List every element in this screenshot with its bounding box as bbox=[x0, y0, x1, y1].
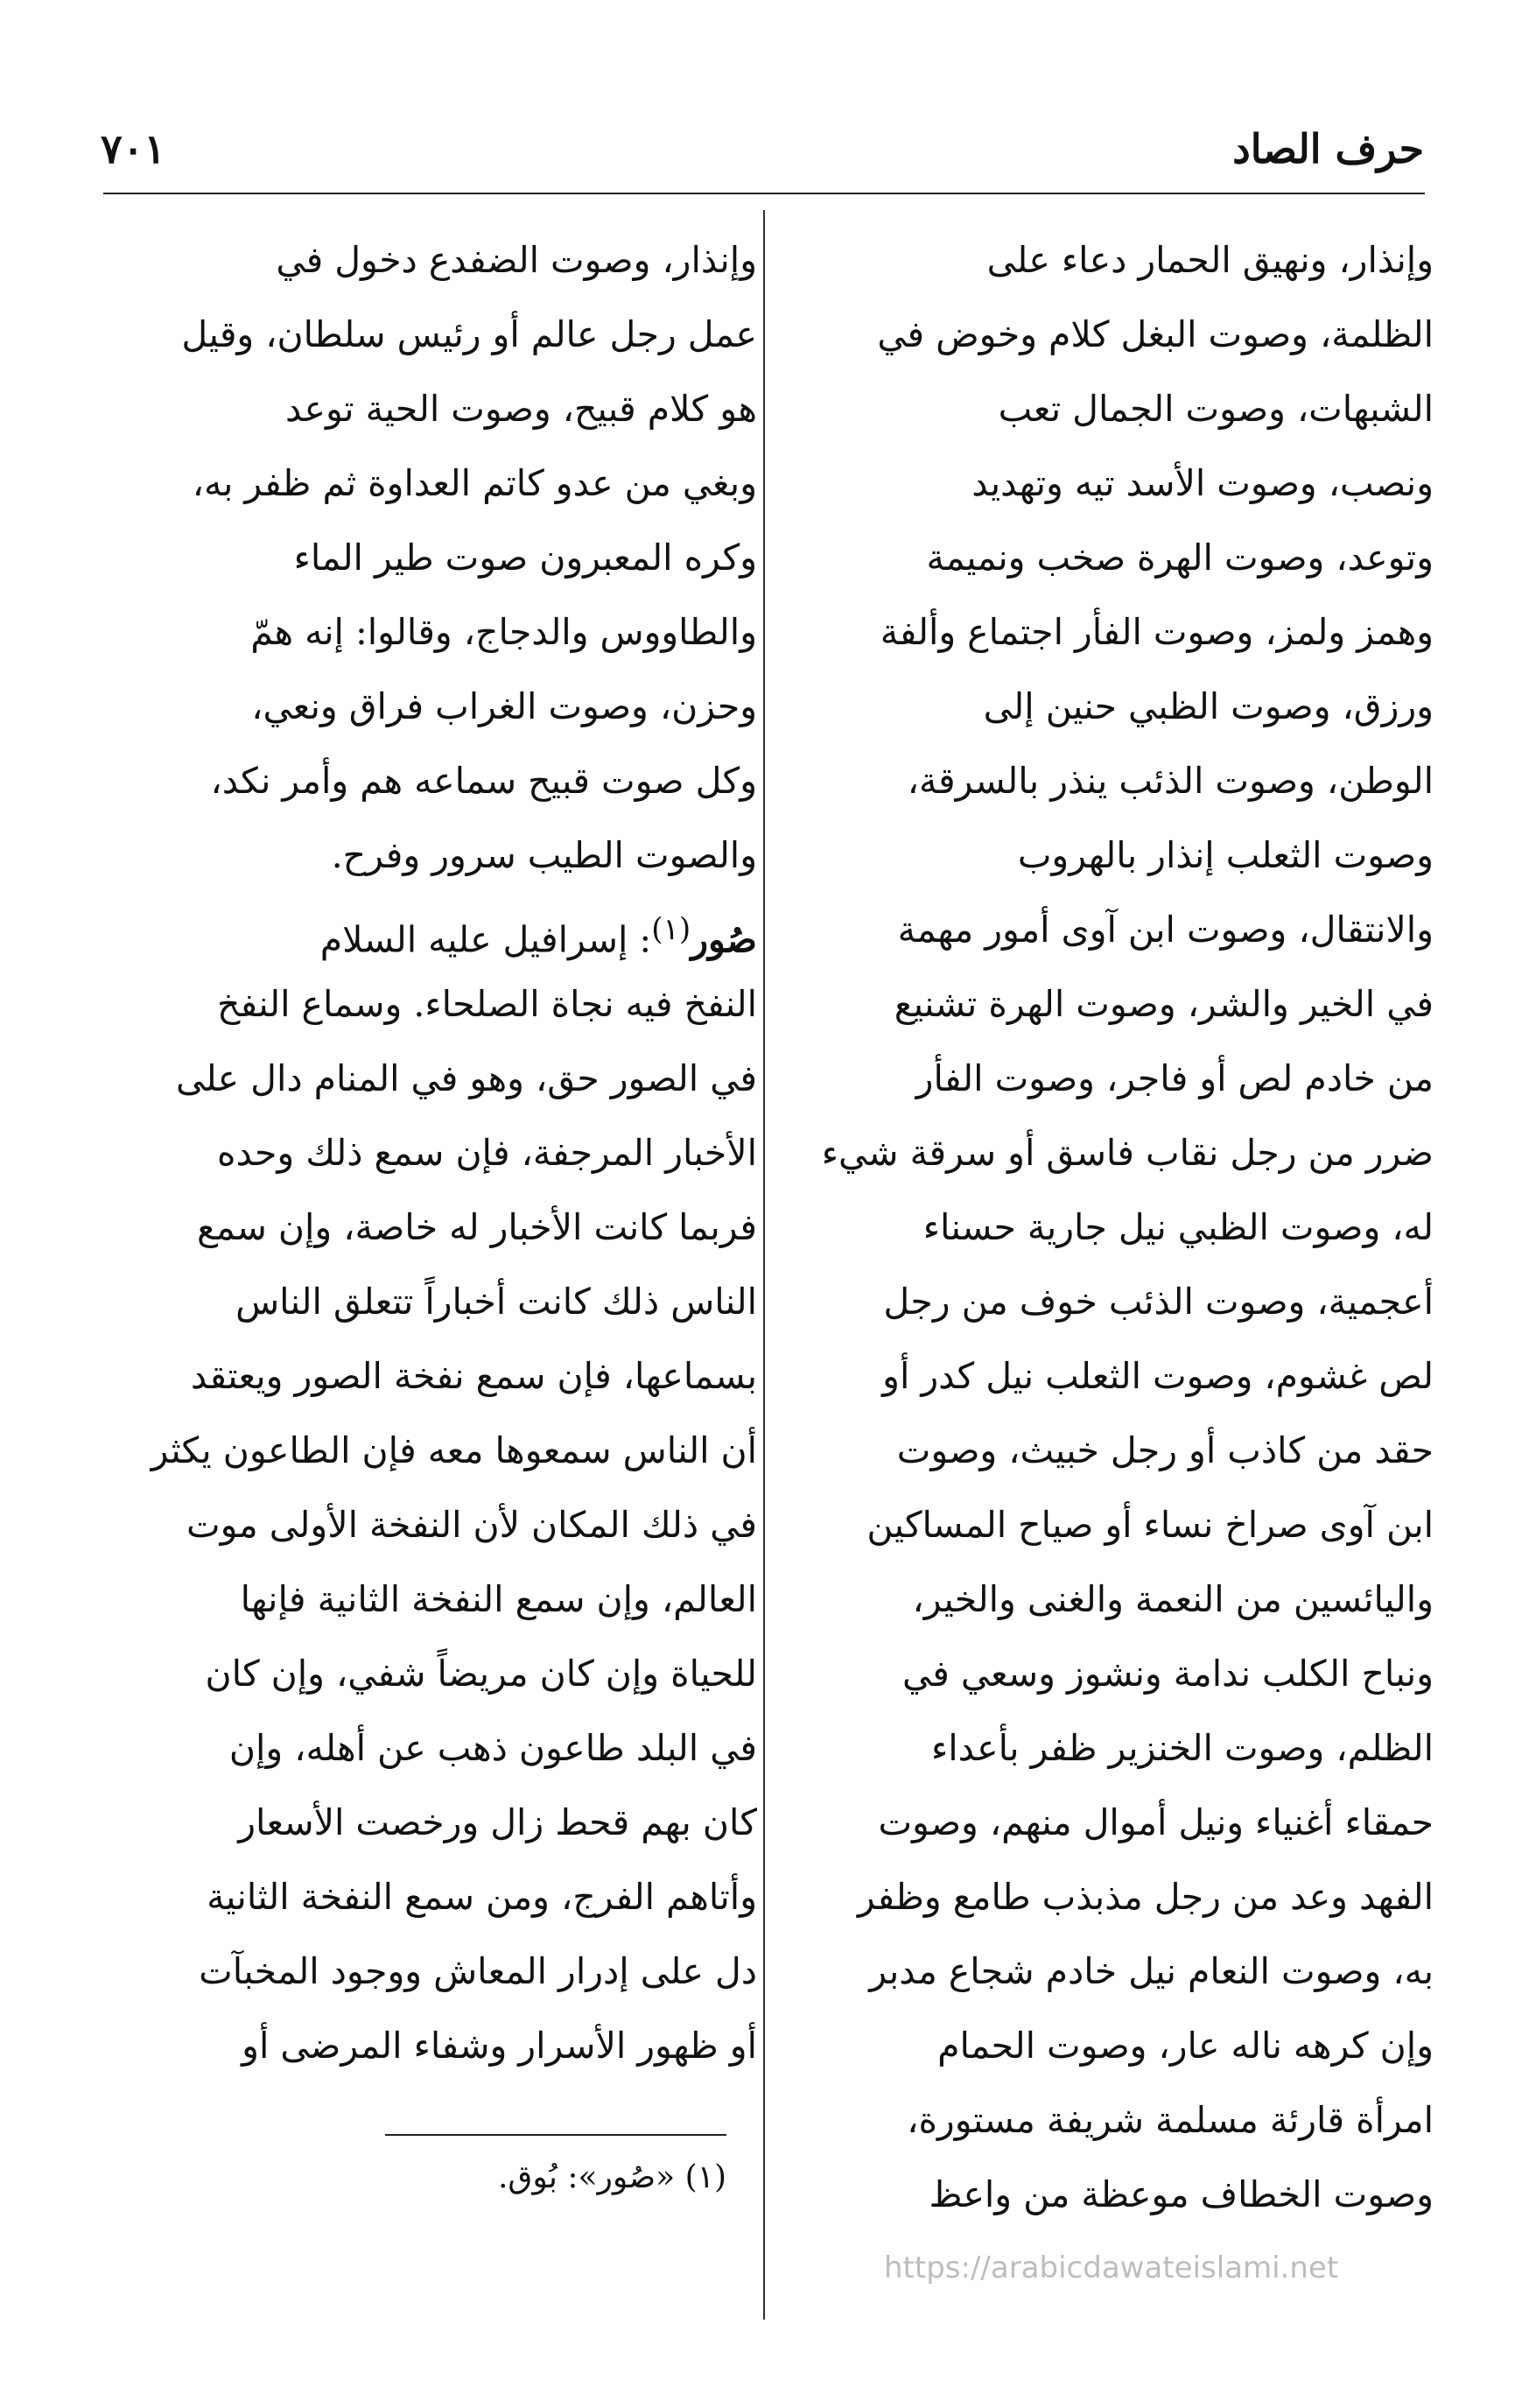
text-line: لص غشوم، وصوت الثعلب نيل كدر أو bbox=[882, 1355, 1434, 1397]
right-text-column bbox=[782, 223, 1434, 2232]
text-line: وهمز ولمز، وصوت الفأر اجتماع وألفة bbox=[880, 611, 1434, 653]
text-line: ورزق، وصوت الظبي حنين إلى bbox=[983, 685, 1434, 727]
text-line: وكل صوت قبيح سماعه هم وأمر نكد، bbox=[210, 760, 757, 802]
text-line: واليائسين من النعمة والغنى والخير، bbox=[912, 1578, 1434, 1620]
text-line: للحياة وإن كان مريضاً شفي، وإن كان bbox=[205, 1653, 757, 1695]
text-line: الأخبار المرجفة، فإن سمع ذلك وحده bbox=[217, 1132, 757, 1174]
text-line: الفهد وعد من رجل مذبذب طامع وظفر bbox=[857, 1876, 1434, 1918]
text-line: والصوت الطيب سرور وفرح. bbox=[331, 834, 757, 876]
text-line: النفخ فيه نجاة الصلحاء. وسماع النفخ bbox=[217, 983, 757, 1025]
column-divider bbox=[763, 210, 765, 2320]
text-line: حقد من كاذب أو رجل خبيث، وصوت bbox=[896, 1429, 1434, 1471]
text-line: كان بهم قحط زال ورخصت الأسعار bbox=[238, 1801, 757, 1843]
footnote: (١) «صُور»: بُوق. bbox=[497, 2159, 726, 2195]
text-line: في ذلك المكان لأن النفخة الأولى موت bbox=[186, 1504, 757, 1546]
entry-first-line bbox=[105, 893, 757, 967]
text-line: وإنذار، وصوت الضفدع دخول في bbox=[276, 239, 757, 281]
text-line: عمل رجل عالم أو رئيس سلطان، وقيل bbox=[181, 313, 757, 355]
text-line: والطاووس والدجاج، وقالوا: إنه همّ bbox=[250, 611, 757, 653]
text-line: وتوعد، وصوت الهرة صخب ونميمة bbox=[926, 537, 1434, 579]
text-line: الناس ذلك كانت أخباراً تتعلق الناس bbox=[235, 1281, 757, 1323]
text-line: وإن كرهه ناله عار، وصوت الحمام bbox=[937, 2025, 1434, 2067]
footnote-marker: (١) bbox=[651, 912, 691, 947]
text-line: فربما كانت الأخبار له خاصة، وإن سمع bbox=[196, 1206, 757, 1248]
text-line: دل على إدرار المعاش ووجود المخبآت bbox=[199, 1950, 757, 1992]
text-line: الوطن، وصوت الذئب ينذر بالسرقة، bbox=[907, 760, 1434, 802]
text-line: حمقاء أغنياء ونيل أموال منهم، وصوت bbox=[878, 1801, 1434, 1843]
entry-headword: صُور bbox=[691, 918, 757, 961]
text-line: وكره المعبرون صوت طير الماء bbox=[293, 537, 757, 579]
text-line: من خادم لص أو فاجر، وصوت الفأر bbox=[915, 1057, 1434, 1099]
text-line: له، وصوت الظبي نيل جارية حسناء bbox=[922, 1206, 1434, 1248]
text-line: وصوت الخطاف موعظة من واعظ bbox=[929, 2173, 1434, 2215]
text-line: الشبهات، وصوت الجمال تعب bbox=[998, 388, 1434, 430]
text-line: ضرر من رجل نقاب فاسق أو سرقة شيء bbox=[821, 1132, 1434, 1174]
text-line: الظلم، وصوت الخنزير ظفر بأعداء bbox=[930, 1727, 1434, 1769]
footnote-rule bbox=[385, 2134, 726, 2136]
text-line: والانتقال، وصوت ابن آوى أمور مهمة bbox=[897, 909, 1434, 951]
text-line: أن الناس سمعوها معه فإن الطاعون يكثر bbox=[151, 1429, 757, 1471]
text-line: ابن آوى صراخ نساء أو صياح المساكين bbox=[866, 1504, 1434, 1546]
running-header-title: حرف الصاد bbox=[1232, 125, 1424, 172]
text-line: وحزن، وصوت الغراب فراق ونعي، bbox=[251, 685, 757, 727]
watermark-url: https://arabicdawateislami.net bbox=[884, 2250, 1339, 2285]
text-line: وبغي من عدو كاتم العداوة ثم ظفر به، bbox=[192, 462, 757, 504]
text-line: العالم، وإن سمع النفخة الثانية فإنها bbox=[240, 1578, 757, 1620]
text-line: وصوت الثعلب إنذار بالهروب bbox=[1017, 834, 1434, 876]
page-number: ٧٠١ bbox=[101, 125, 166, 172]
text-line: ونباح الكلب ندامة ونشوز وسعي في bbox=[902, 1653, 1434, 1695]
text-line: بسماعها، فإن سمع نفخة الصور ويعتقد bbox=[190, 1355, 757, 1397]
left-text-column bbox=[105, 223, 757, 2083]
text-line: في البلد طاعون ذهب عن أهله، وإن bbox=[228, 1727, 757, 1769]
text-line: أو ظهور الأسرار وشفاء المرضى أو bbox=[242, 2025, 757, 2067]
text-line: به، وصوت النعام نيل خادم شجاع مدبر bbox=[869, 1950, 1434, 1992]
entry-first-line-text: : إسرافيل عليه السلام bbox=[319, 918, 652, 961]
text-line: في الصور حق، وهو في المنام دال على bbox=[175, 1057, 757, 1099]
text-line: امرأة قارئة مسلمة شريفة مستورة، bbox=[907, 2099, 1434, 2141]
text-line: ونصب، وصوت الأسد تيه وتهديد bbox=[971, 462, 1434, 504]
text-line: وأتاهم الفرج، ومن سمع النفخة الثانية bbox=[207, 1876, 757, 1918]
text-line: هو كلام قبيح، وصوت الحية توعد bbox=[284, 388, 757, 430]
text-line: وإنذار، ونهيق الحمار دعاء على bbox=[986, 239, 1434, 281]
header-rule bbox=[103, 193, 1425, 194]
text-line: الظلمة، وصوت البغل كلام وخوض في bbox=[877, 313, 1434, 355]
text-line: في الخير والشر، وصوت الهرة تشنيع bbox=[894, 983, 1434, 1025]
text-line: أعجمية، وصوت الذئب خوف من رجل bbox=[883, 1281, 1434, 1323]
